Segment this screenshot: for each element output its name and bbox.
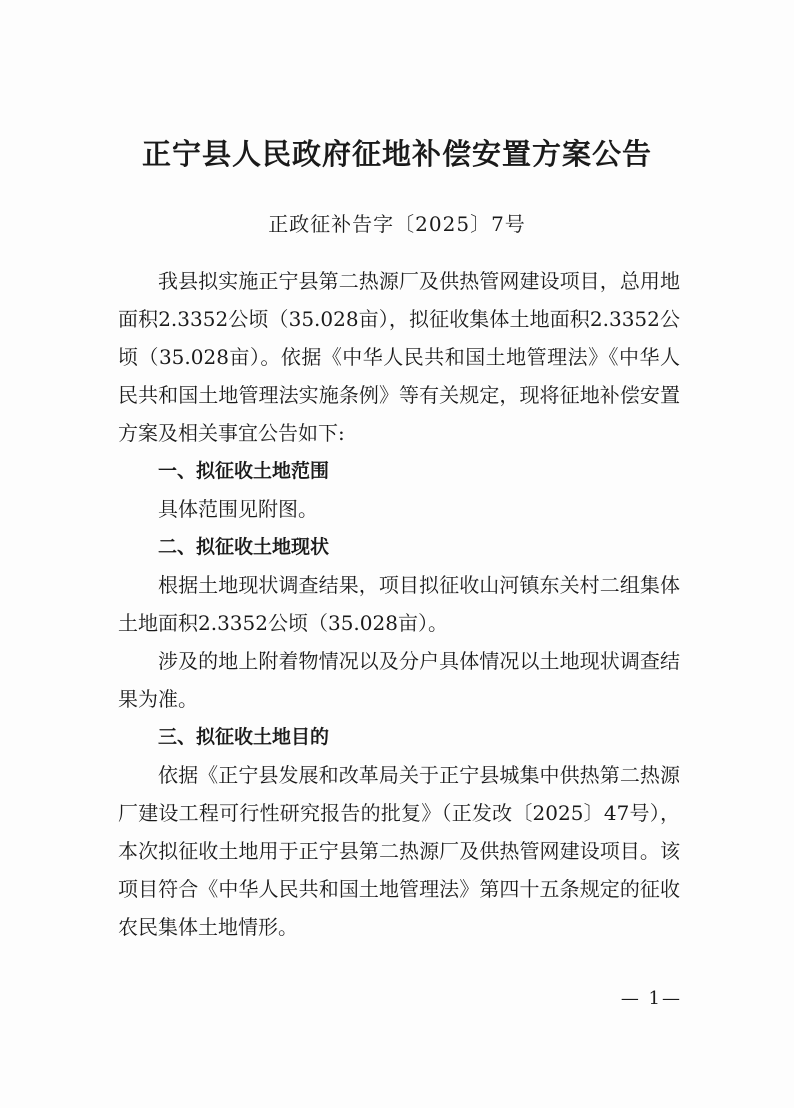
section-1-paragraph: 具体范围见附图。 (158, 497, 318, 521)
document-title: 正宁县人民政府征地补偿安置方案公告 (141, 137, 652, 171)
section-heading-2: 二、拟征收土地现状 (158, 536, 330, 558)
section-heading-3: 三、拟征收土地目的 (158, 726, 330, 748)
document-number: 正政征补告字〔2025〕7号 (268, 212, 526, 236)
document-body (118, 262, 680, 946)
section-3-paragraph: 依据《正宁县发展和改革局关于正宁县城集中供热第二热源厂建设工程可行性研究报告的批复》（正发改〔2025〕47号），本次拟征收土地用于正宁县第二热源厂及供热管网建设项目。该项目符合《中华人民共和国土地管理法》第四十五条规定的征收农民集体土地情形。 (118, 763, 680, 939)
section-2-paragraph-1: 根据土地现状调查结果，项目拟征收山河镇东关村二组集体土地面积2.3352公顷（35.028亩）。 (118, 573, 680, 635)
page-number: — 1— (620, 988, 682, 1009)
intro-paragraph: 我县拟实施正宁县第二热源厂及供热管网建设项目，总用地面积2.3352公顷（35.028亩），拟征收集体土地面积2.3352公顷（35.028亩）。依据《中华人民共和国土地管理法》《中华人民共和国土地管理法实施条例》等有关规定，现将征地补偿安置方案及相关事宜公告如下: (118, 269, 680, 445)
section-heading-1: 一、拟征收土地范围 (158, 460, 330, 482)
section-2-paragraph-2: 涉及的地上附着物情况以及分户具体情况以土地现状调查结果为准。 (118, 649, 680, 711)
